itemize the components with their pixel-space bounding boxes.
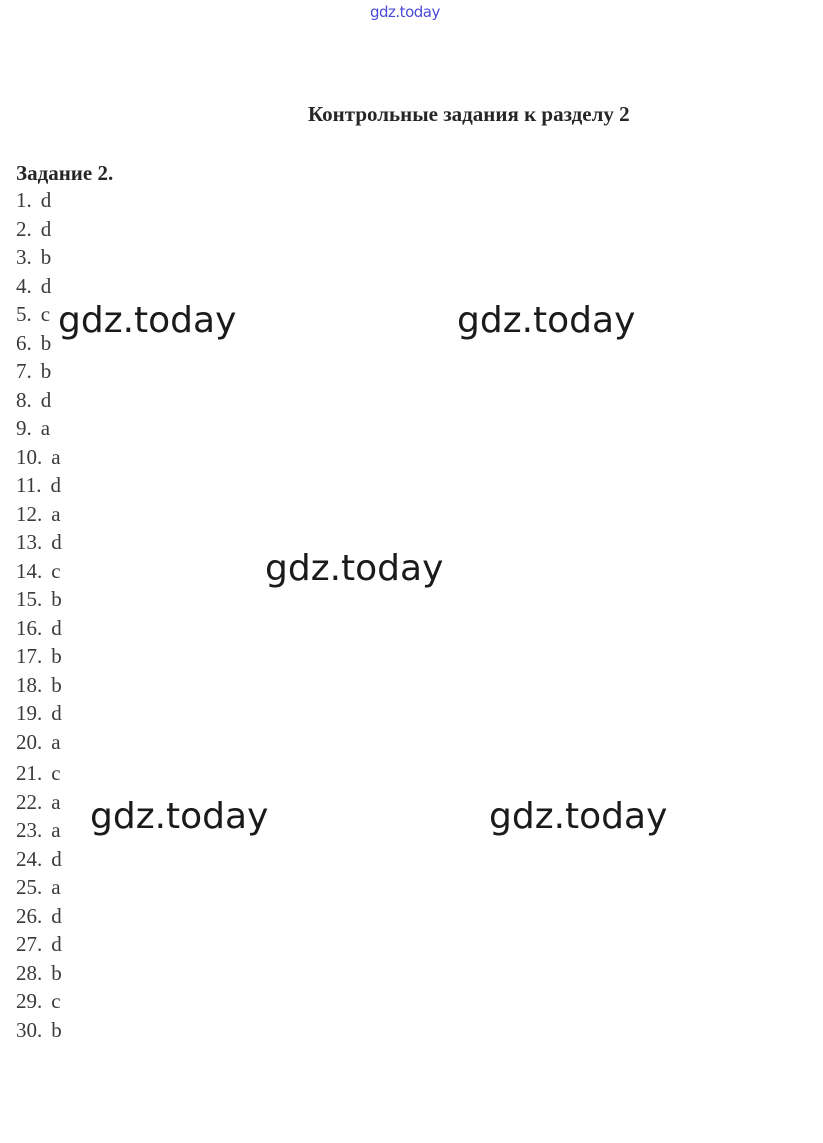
answer-number: 19. [16, 701, 43, 725]
answer-letter: d [51, 615, 62, 640]
answer-item [16, 902, 62, 931]
answer-letter: a [51, 818, 61, 842]
answer-item [16, 329, 62, 358]
answer-number: 10. [16, 444, 43, 469]
answer-item [16, 845, 62, 874]
answer-letter: b [40, 359, 52, 383]
answer-number: 20. [16, 729, 43, 754]
answer-letter: a [51, 789, 61, 814]
answer-item [16, 788, 62, 817]
answer-number: 15. [16, 587, 43, 611]
answer-item [16, 357, 62, 386]
answer-letter: b [51, 587, 62, 611]
answer-letter: b [40, 330, 52, 355]
answer-number: 13. [16, 530, 43, 554]
section-heading: Задание 2. [16, 161, 114, 185]
answer-letter: d [40, 273, 52, 298]
answer-number: 25. [16, 875, 43, 899]
answer-number: 28. [16, 960, 43, 985]
page-title: Контрольные задания к разделу 2 [308, 102, 630, 126]
answer-item [16, 215, 62, 244]
answer-number: 7. [16, 359, 32, 383]
answer-letter: c [40, 302, 51, 326]
answer-number: 8. [16, 387, 32, 412]
answer-letter: a [51, 444, 61, 469]
answer-item [16, 671, 62, 700]
answer-number: 3. [16, 245, 32, 269]
site-link[interactable]: gdz.today [370, 3, 440, 21]
answer-number: 21. [16, 761, 43, 785]
answer-number: 12. [16, 501, 43, 526]
answer-item [16, 272, 62, 301]
answer-number: 23. [16, 818, 43, 842]
answer-item [16, 471, 62, 500]
answer-item [16, 443, 62, 472]
answer-number: 6. [16, 330, 32, 355]
answer-letter: b [40, 245, 52, 269]
answer-letter: a [51, 501, 61, 526]
answer-number: 26. [16, 903, 43, 928]
answer-letter: d [40, 188, 52, 212]
answer-item [16, 959, 62, 988]
answer-item [16, 699, 62, 728]
answer-item [16, 614, 62, 643]
answer-number: 11. [16, 473, 42, 497]
answer-number: 22. [16, 789, 43, 814]
answer-letter: d [51, 903, 62, 928]
watermark: gdz.today [489, 796, 668, 837]
answer-item [16, 585, 62, 614]
answer-letter: b [51, 644, 62, 668]
answer-item [16, 386, 62, 415]
answer-item [16, 759, 62, 788]
answer-letter: d [51, 846, 62, 871]
watermark: gdz.today [58, 300, 237, 341]
answer-item [16, 873, 62, 902]
answer-number: 2. [16, 216, 32, 241]
answer-item [16, 816, 62, 845]
answer-letter: a [51, 729, 61, 754]
answer-item [16, 243, 62, 272]
answer-number: 9. [16, 416, 32, 440]
watermark: gdz.today [457, 300, 636, 341]
answer-item [16, 1016, 62, 1045]
watermark: gdz.today [90, 796, 269, 837]
answer-number: 5. [16, 302, 32, 326]
answer-letter: d [50, 473, 61, 497]
answer-item [16, 987, 62, 1016]
answer-item [16, 186, 62, 215]
answer-item [16, 500, 62, 529]
answer-number: 29. [16, 989, 43, 1013]
answer-letter: a [51, 875, 61, 899]
answer-item [16, 930, 62, 959]
answer-number: 14. [16, 558, 43, 583]
answer-letter: d [51, 701, 62, 725]
answer-number: 27. [16, 932, 43, 956]
answer-item [16, 300, 62, 329]
answer-letter: c [51, 989, 61, 1013]
answer-letter: b [51, 1017, 62, 1042]
answer-item [16, 528, 62, 557]
answer-letter: b [51, 672, 62, 697]
answer-letter: a [40, 416, 51, 440]
answer-letter: c [51, 761, 61, 785]
answer-number: 17. [16, 644, 43, 668]
answer-number: 16. [16, 615, 43, 640]
answer-letter: b [51, 960, 62, 985]
answer-letter: d [40, 216, 52, 241]
answer-letter: d [51, 932, 62, 956]
answer-item [16, 414, 62, 443]
answer-number: 1. [16, 188, 32, 212]
answer-item [16, 642, 62, 671]
answer-item [16, 728, 62, 757]
watermark: gdz.today [265, 548, 444, 589]
answer-letter: c [51, 558, 61, 583]
answer-item [16, 557, 62, 586]
answer-list [16, 186, 62, 1044]
answer-letter: d [40, 387, 52, 412]
answer-number: 18. [16, 672, 43, 697]
answer-number: 24. [16, 846, 43, 871]
answer-number: 30. [16, 1017, 43, 1042]
answer-number: 4. [16, 273, 32, 298]
answer-letter: d [51, 530, 62, 554]
